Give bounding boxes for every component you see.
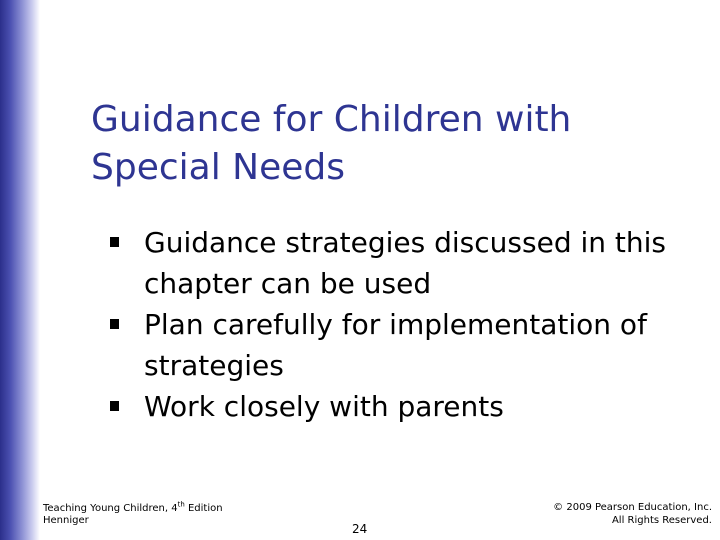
footer-copyright: [553, 501, 712, 527]
footer-book-info: [43, 500, 223, 527]
bullet-item: [108, 222, 698, 304]
bullet-text: Plan carefully for implementation of strategies: [144, 308, 647, 382]
square-bullet-icon: [110, 401, 119, 411]
square-bullet-icon: [110, 319, 119, 329]
footer-book-title-text: Teaching Young Children, 4: [43, 503, 178, 514]
page-number: 24: [352, 522, 368, 536]
square-bullet-icon: [110, 237, 119, 247]
footer-edition-superscript: th: [177, 500, 185, 509]
left-gradient-bar: [0, 0, 40, 540]
bullet-item: [108, 304, 698, 386]
copyright-line: © 2009 Pearson Education, Inc.: [553, 502, 712, 513]
footer-book-title-suffix: Edition: [184, 503, 223, 514]
slide-title: Guidance for Children with Special Needs: [91, 99, 572, 188]
bullet-list: [108, 222, 698, 427]
bullet-text: Work closely with parents: [144, 390, 504, 423]
footer-book-title: [43, 500, 223, 515]
bullet-item: [108, 386, 698, 427]
rights-line: All Rights Reserved.: [611, 515, 712, 526]
footer-author: Henniger: [43, 515, 89, 526]
bullet-text: Guidance strategies discussed in this chapter can be used: [144, 226, 667, 300]
